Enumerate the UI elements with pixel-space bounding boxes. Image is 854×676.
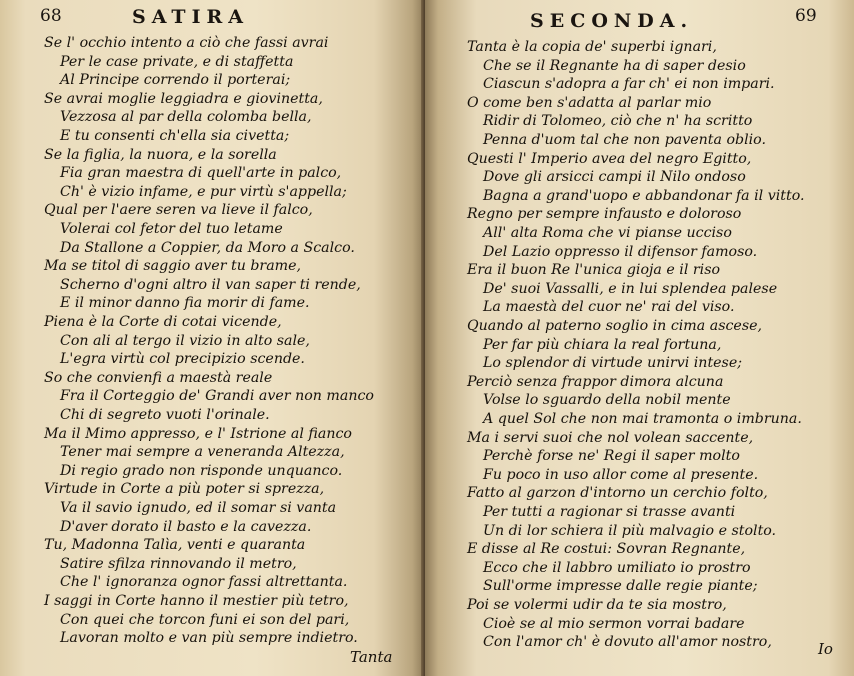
verse-line: Perchè forse ne' Regi il saper molto — [483, 448, 740, 465]
right-catchword: Io — [818, 640, 833, 658]
verse-line: E disse al Re costui: Sovran Regnante, — [467, 541, 746, 558]
verse-line: Questi l' Imperio avea del negro Egitto, — [467, 150, 752, 167]
verse-line: A quel Sol che non mai tramonta o imbruna. — [483, 411, 802, 427]
verse-line: Ciascun s'adopra a far ch' ei non impari. — [483, 76, 775, 93]
verse-line: Fia gran maestra di quell'arte in palco, — [60, 165, 342, 182]
verse-line: Qual per l'aere seren va lieve il falco, — [44, 202, 313, 219]
verse-line: Tanta è la copia de' superbi ignari, — [467, 39, 717, 55]
verse-line: Con quei che torcon funi ei son del pari, — [60, 611, 350, 628]
verse-line: L'egra virtù col precipizio scende. — [60, 351, 305, 368]
verse-line: Volse lo sguardo della nobil mente — [483, 392, 731, 409]
left-catchword: Tanta — [350, 648, 393, 666]
verse-line: Fra il Corteggio de' Grandi aver non manco — [60, 388, 374, 405]
verse-line: De' suoi Vassalli, e in lui splendea palese — [483, 280, 778, 297]
verse-line: Chi di segreto vuoti l'orinale. — [60, 407, 270, 423]
verse-line: Fu poco in uso allor come al presente. — [483, 466, 759, 483]
verse-line: Piena è la Corte di cotai vicende, — [44, 314, 282, 330]
verse-line: Con ali al tergo il vizio in alto sale, — [60, 332, 310, 349]
verse-line: Virtude in Corte a più poter si sprezza, — [44, 481, 325, 498]
verse-line: Un di lor schiera il più malvagio e stolto. — [483, 522, 777, 539]
verse-line: Poi se volermi udir da te sia mostro, — [467, 597, 727, 613]
verse-line: Scherno d'ogni altro il van saper ti rende, — [60, 276, 361, 293]
verse-line: Da Stallone a Coppier, da Moro a Scalco. — [60, 239, 355, 256]
verse-line: Era il buon Re l'unica gioja e il riso — [467, 262, 721, 279]
verse-line: Regno per sempre infausto e doloroso — [467, 206, 742, 223]
verse-line: O come ben s'adatta al parlar mio — [467, 94, 712, 111]
verse-line: Che l' ignoranza ognor fassi altrettanta. — [60, 574, 348, 591]
verse-line: Bagna a grand'uopo e abbandonar fa il vitto. — [483, 187, 805, 204]
verse-line: Tener mai sempre a veneranda Altezza, — [60, 444, 345, 461]
verse-line: Lavoran molto e van più sempre indietro. — [60, 630, 358, 647]
right-page-number: 69 — [795, 6, 817, 26]
verse-line: Ma se titol di saggio aver tu brame, — [44, 258, 302, 275]
verse-line: Ridir di Tolomeo, ciò che n' ha scritto — [483, 113, 753, 130]
right-running-header: SECONDA. — [530, 10, 694, 32]
verse-line: Perciò senza frappor dimora alcuna — [467, 373, 724, 390]
verse-line: Di regio grado non risponde unquanco. — [60, 462, 343, 479]
verse-line: Cioè se al mio sermon vorrai badare — [483, 615, 745, 632]
left-running-header: SATIRA — [132, 6, 249, 28]
verse-line: Per tutti a ragionar si trasse avanti — [483, 504, 736, 520]
verse-line: Ma i servi suoi che nol volean saccente, — [467, 429, 754, 446]
verse-line: Ma il Mimo appresso, e l' Istrione al fianco — [44, 425, 352, 442]
verse-line: I saggi in Corte hanno il mestier più tetro, — [44, 593, 349, 609]
verse-line: Volerai col fetor del tuo letame — [60, 221, 283, 237]
verse-line: Vezzosa al par della colomba bella, — [60, 109, 312, 126]
left-page — [0, 0, 425, 676]
verse-line: Che se il Regnante ha di saper desio — [483, 57, 746, 74]
verse-line: Se l' occhio intento a ciò che fassi avrai — [44, 35, 329, 51]
verse-line: E il minor danno fia morir di fame. — [60, 295, 310, 312]
verse-line: Fatto al garzon d'intorno un cerchio folto, — [467, 485, 768, 502]
verse-line: D'aver dorato il basto e la cavezza. — [60, 518, 312, 535]
left-page-number: 68 — [40, 6, 62, 26]
verse-line: Con l'amor ch' è dovuto all'amor nostro, — [483, 634, 772, 651]
verse-line: So che convienfi a maestà reale — [44, 369, 273, 386]
verse-line: Satire sfilza rinnovando il metro, — [60, 555, 297, 572]
verse-line: Per le case private, e di staffetta — [60, 53, 294, 70]
verse-line: Al Principe correndo il porterai; — [60, 72, 291, 89]
verse-line: E tu consenti ch'ella sia civetta; — [60, 128, 290, 144]
verse-line: All' alta Roma che vi pianse ucciso — [483, 225, 732, 241]
right-page — [425, 0, 854, 676]
verse-line: Va il savio ignudo, ed il somar si vanta — [60, 500, 337, 516]
verse-line: Del Lazio oppresso il difensor famoso. — [483, 243, 758, 260]
verse-line: Dove gli arsicci campi il Nilo ondoso — [483, 169, 746, 186]
verse-line: Se la figlia, la nuora, e la sorella — [44, 146, 277, 163]
verse-line: Sull'orme impresse dalle regie piante; — [483, 578, 758, 595]
verse-line: Penna d'uom tal che non paventa oblio. — [483, 132, 766, 148]
verse-line: Per far più chiara la real fortuna, — [483, 336, 722, 353]
verse-line: Se avrai moglie leggiadra e giovinetta, — [44, 90, 323, 107]
verse-line: Ecco che il labbro umiliato io prostro — [483, 559, 751, 576]
verse-line: Tu, Madonna Talìa, venti e quaranta — [44, 537, 306, 554]
verse-line: Ch' è vizio infame, e pur virtù s'appella; — [60, 183, 347, 200]
verse-line: La maestà del cuor ne' rai del viso. — [483, 299, 735, 316]
verse-line: Quando al paterno soglio in cima ascese, — [467, 318, 763, 334]
verse-line: Lo splendor di virtude unirvi intese; — [483, 355, 742, 372]
